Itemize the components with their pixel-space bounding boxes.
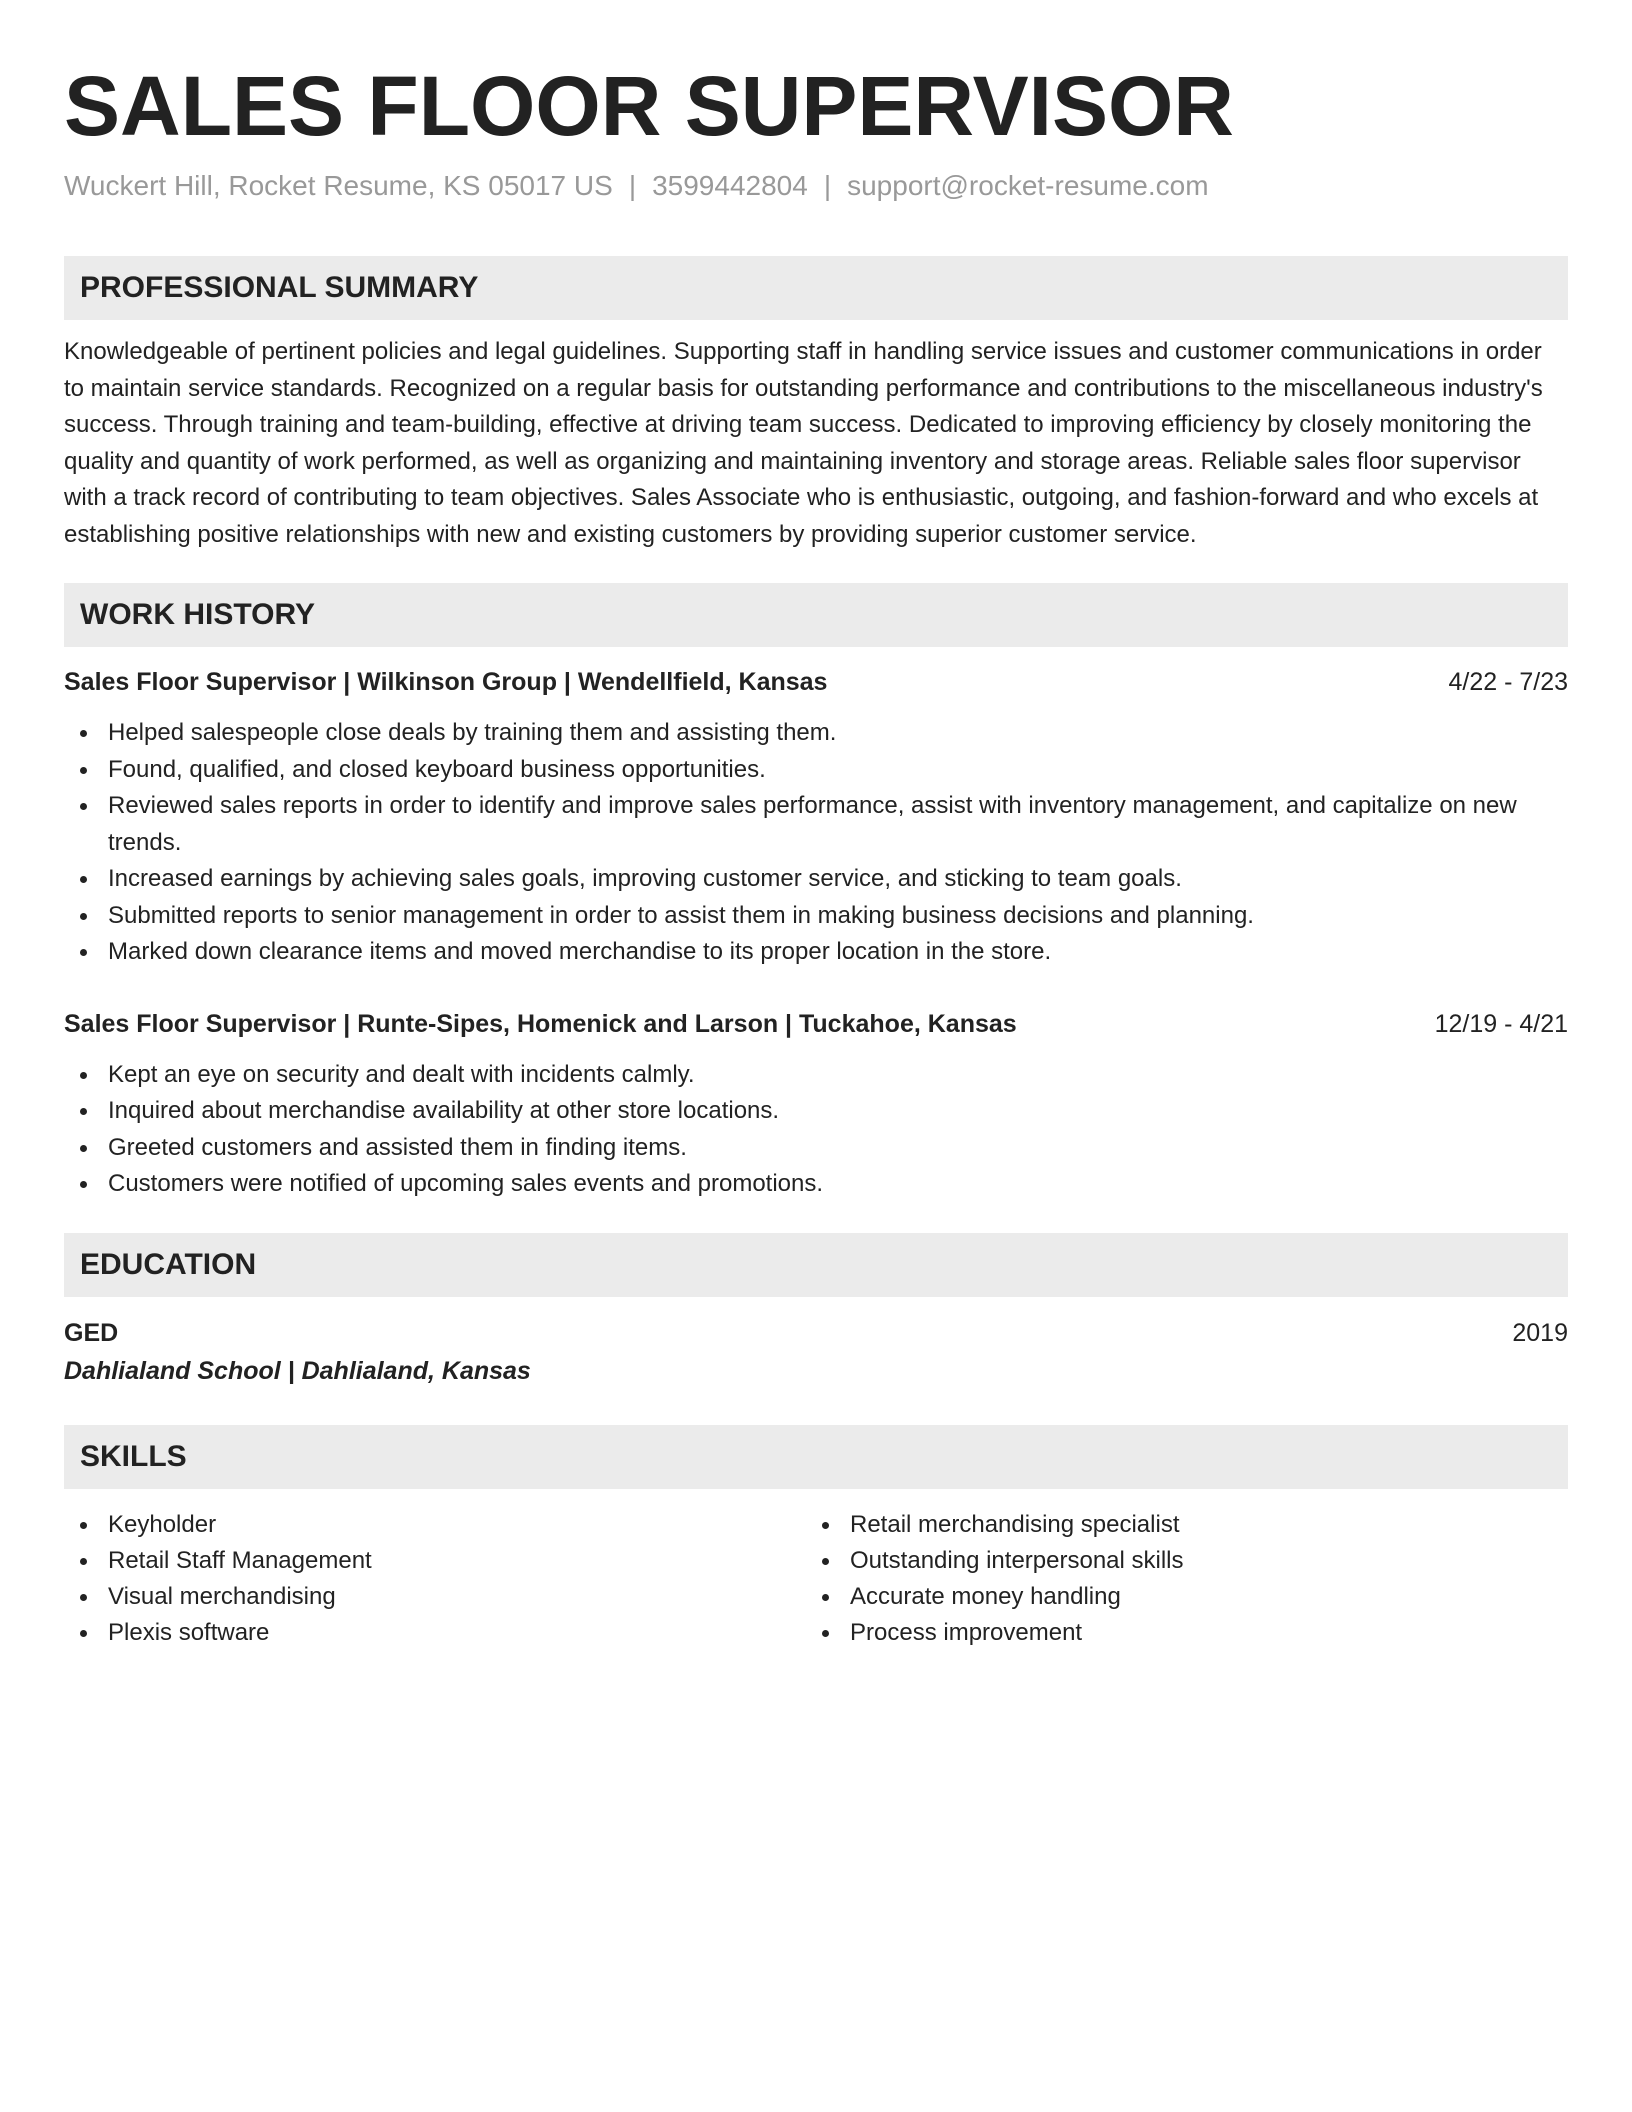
education-year: 2019 — [1512, 1318, 1568, 1347]
job-bullet: Customers were notified of upcoming sales events and promotions. — [64, 1166, 1568, 1203]
skill-item: Plexis software — [64, 1615, 806, 1651]
job-title: Sales Floor Supervisor | Wilkinson Group | Wendellfield, Kansas — [64, 668, 828, 696]
section-heading-work-history: WORK HISTORY — [64, 583, 1568, 647]
skills-column-left — [64, 1507, 806, 1651]
job-bullet: Marked down clearance items and moved merchandise to its proper location in the store. — [64, 934, 1568, 971]
job-header — [64, 1007, 1568, 1041]
contact-phone: 3599442804 — [652, 170, 808, 201]
education-header — [64, 1315, 1568, 1351]
job-bullet: Greeted customers and assisted them in finding items. — [64, 1130, 1568, 1167]
section-heading-summary: PROFESSIONAL SUMMARY — [64, 256, 1568, 320]
contact-email: support@rocket-resume.com — [847, 170, 1209, 201]
contact-separator: | — [823, 170, 832, 201]
education-degree: GED — [64, 1318, 119, 1347]
resume-page — [64, 56, 1568, 1651]
job-bullet: Submitted reports to senior management in order to assist them in making business decisions and planning. — [64, 898, 1568, 935]
skill-item: Accurate money handling — [806, 1579, 1548, 1615]
skills-column-right — [806, 1507, 1548, 1651]
skill-item: Keyholder — [64, 1507, 806, 1543]
job-bullet: Found, qualified, and closed keyboard business opportunities. — [64, 752, 1568, 789]
education-school: Dahlialand School | Dahlialand, Kansas — [64, 1356, 531, 1385]
job-bullets — [64, 715, 1568, 971]
skill-item: Process improvement — [806, 1615, 1548, 1651]
education-entry — [64, 1315, 1568, 1391]
job-entry — [64, 1007, 1568, 1203]
job-bullet: Inquired about merchandise availability at other store locations. — [64, 1093, 1568, 1130]
section-heading-education: EDUCATION — [64, 1233, 1568, 1297]
job-header — [64, 665, 1568, 699]
job-dates: 4/22 - 7/23 — [1448, 668, 1568, 696]
contact-separator: | — [628, 170, 637, 201]
skill-item: Outstanding interpersonal skills — [806, 1543, 1548, 1579]
job-bullet: Kept an eye on security and dealt with incidents calmly. — [64, 1057, 1568, 1094]
job-bullet: Reviewed sales reports in order to identify and improve sales performance, assist with inventory management, and capitalize on new trends. — [64, 788, 1568, 861]
skill-item: Retail Staff Management — [64, 1543, 806, 1579]
resume-name: SALES FLOOR SUPERVISOR — [64, 59, 1234, 153]
skill-item: Visual merchandising — [64, 1579, 806, 1615]
skills-grid — [64, 1507, 1568, 1651]
contact-line — [64, 168, 1568, 204]
job-title: Sales Floor Supervisor | Runte-Sipes, Homenick and Larson | Tuckahoe, Kansas — [64, 1009, 1017, 1038]
job-entry — [64, 665, 1568, 971]
job-bullet: Increased earnings by achieving sales goals, improving customer service, and sticking to team goals. — [64, 861, 1568, 898]
section-heading-skills: SKILLS — [64, 1425, 1568, 1489]
job-bullet: Helped salespeople close deals by training them and assisting them. — [64, 715, 1568, 752]
contact-address: Wuckert Hill, Rocket Resume, KS 05017 US — [64, 170, 613, 201]
skill-item: Retail merchandising specialist — [806, 1507, 1548, 1543]
summary-text: Knowledgeable of pertinent policies and legal guidelines. Supporting staff in handling service issues and customer communications in order to maintain service standards. Recognized on a regular basis for outstanding performance and contributions to the miscellaneous industry's success. Through training and team-building, effective at driving team success. Dedicated to improving efficiency by closely monitoring the quality and quantity of work performed, as well as organizing and maintaining inventory and storage areas. Reliable sales floor supervisor with a track record of contributing to team objectives. Sales Associate who is enthusiastic, outgoing, and fashion-forward and who excels at establishing positive relationships with new and existing customers by providing superior customer service. — [64, 338, 1543, 548]
job-bullets — [64, 1057, 1568, 1203]
job-dates: 12/19 - 4/21 — [1434, 1009, 1568, 1038]
